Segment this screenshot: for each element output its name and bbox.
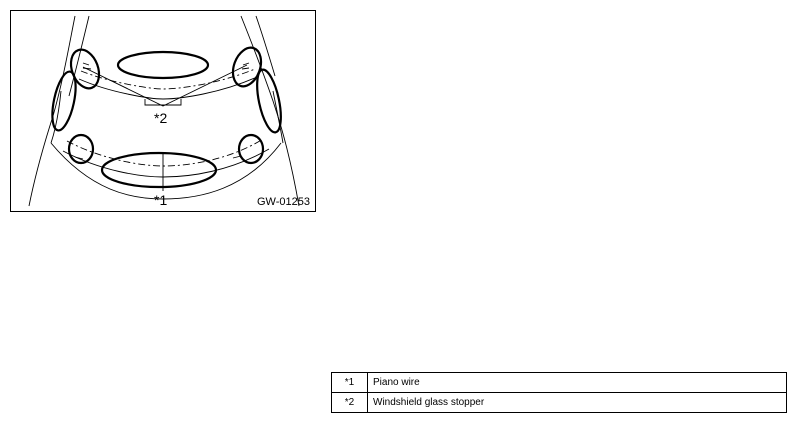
legend-row bbox=[332, 393, 787, 413]
callout-1-label: *1 bbox=[154, 192, 168, 208]
legend-key: *1 bbox=[332, 373, 368, 393]
legend-row bbox=[332, 373, 787, 393]
legend-table bbox=[331, 372, 787, 413]
windshield-diagram bbox=[11, 11, 315, 211]
legend-label: Piano wire bbox=[368, 373, 787, 393]
legend-label: Windshield glass stopper bbox=[368, 393, 787, 413]
figure-id: GW-01253 bbox=[257, 196, 310, 208]
callout-2-label: *2 bbox=[154, 110, 168, 126]
leader-lines bbox=[83, 65, 247, 191]
legend-key: *2 bbox=[332, 393, 368, 413]
diagram-figure bbox=[10, 10, 316, 212]
